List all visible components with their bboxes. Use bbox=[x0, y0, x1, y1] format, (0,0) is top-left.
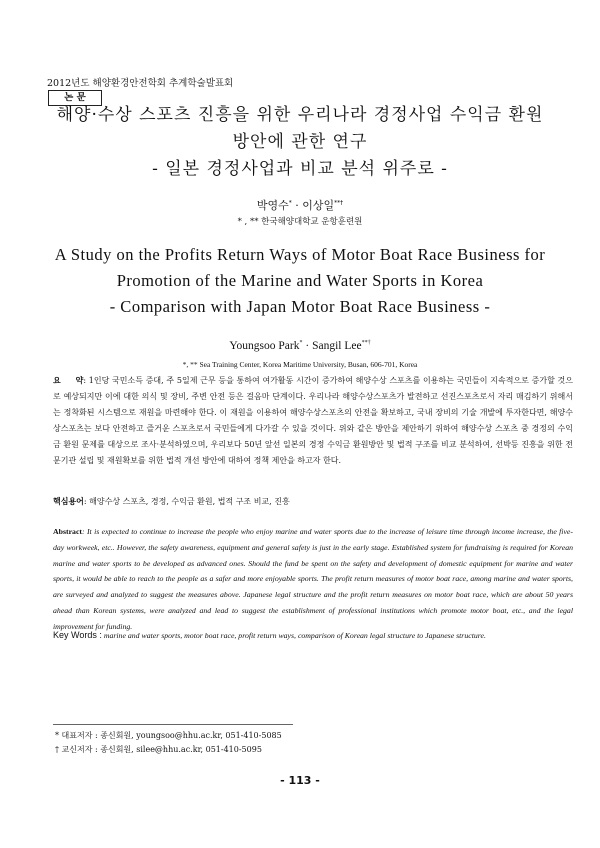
korean-keywords bbox=[53, 496, 573, 507]
english-keywords-label: Key Words : bbox=[53, 630, 102, 640]
author-2-mark-en: **† bbox=[361, 340, 371, 347]
korean-title-line-2: 방안에 관한 연구 bbox=[232, 132, 368, 152]
footnote-1-text: 대표저자 : 종신회원, youngsoo@hhu.ac.kr, 051-410-5085 bbox=[61, 731, 282, 740]
author-2-name-ko: 이상일 bbox=[302, 199, 335, 212]
conference-header: 2012년도 해양환경안전학회 추계학술발표회 bbox=[47, 78, 234, 89]
abstract-text: : It is expected to continue to increase the people who enjoy marine and water sports due to the increase of leisure time through income increase, the five-day workweek, etc.. However, the safety awareness, equipment and general safety is just in the early stage. Established system for fundraising is required for Korean marine and water sports to be developed as advanced ones. Should the fund be spent on the safety and development of domestic equipment for marine and water sports, it would be able to reach to the people as a safer and more enjoyable sports. The profit return measures of motor boat race, among marine and water sports, are surveyed and analyzed to suggest the measures above. Japanese legal structure and the profit return measures on motor boat race, which are about 50 years ahead than Korean systems, were analyzed and lead to suggest the establishment of professional institutions which promote motor boat, etc., and the legal improvement for funding. bbox=[53, 527, 573, 631]
footnote-1 bbox=[55, 730, 282, 741]
footnote-2 bbox=[55, 744, 262, 755]
page-number: - 113 - bbox=[280, 774, 320, 787]
korean-affiliation: * , ** 한국해양대학교 운항훈련원 bbox=[237, 217, 363, 227]
english-affiliation: *, ** Sea Training Center, Korea Maritime University, Busan, 606-701, Korea bbox=[182, 360, 418, 369]
footnote-2-mark: † bbox=[55, 745, 59, 754]
author-1-mark-ko: * bbox=[288, 199, 292, 207]
korean-title-line-3: - 일본 경정사업과 비교 분석 위주로 - bbox=[152, 159, 448, 179]
english-title-line-2: Promotion of the Marine and Water Sports in Korea bbox=[116, 271, 484, 290]
korean-keywords-label: 핵심용어 bbox=[53, 497, 84, 506]
author-separator-ko: · bbox=[291, 199, 303, 212]
korean-summary-label: 요 약 bbox=[53, 375, 84, 385]
paper-type-badge: 논 문 bbox=[48, 90, 102, 106]
footnote-divider bbox=[53, 724, 293, 725]
author-separator-en: · bbox=[302, 340, 313, 352]
author-2-mark-ko: **† bbox=[334, 199, 344, 207]
english-keywords bbox=[53, 630, 573, 640]
korean-summary-text: : 1인당 국민소득 증대, 주 5일제 근무 등을 통하여 여가활동 시간이 증가하여 해양수상 스포츠를 이용하는 국민들이 지속적으로 증가할 것으로 예상되지만 이에 대한 의식 및 장비, 주변 안전 등은 걸음마 단계이다. 우리나라 해양수상스포츠가 발전하고 선진스포츠로서 자리 매김하기 위해서는 정착화된 시스템으로 재원을 마련해야 한다. 이 재원을 이용하여 해양수상스포츠의 안전을 확보하고, 국내 장비의 기술 개발에 투자한다면, 해양수상스포츠는 보다 안전하고 즐거운 스포츠로서 국민들에게 다가갈 수 있을 것이다. 위와 같은 방안을 제안하기 위하여 해양수상 스포츠 중 경정의 수익금 환원 문제를 대상으로 조사·분석하였으며, 우리보다 50년 앞선 일본의 경정 수익금 환원방안 및 법적 구조를 비교 분석하여, 선박등 진흥을 위한 전문기관 설립 및 재원확보를 위한 법적 개선 방안에 대하여 정책 제안을 하고자 한다. bbox=[53, 376, 573, 465]
author-1-mark-en: * bbox=[299, 340, 303, 347]
author-1-name-en: Youngsoo Park bbox=[229, 340, 300, 352]
korean-authors bbox=[0, 197, 600, 213]
english-abstract bbox=[53, 524, 573, 635]
footnote-2-text: 교신저자 : 종신회원, silee@hhu.ac.kr, 051-410-5095 bbox=[61, 745, 262, 754]
english-title-line-1: A Study on the Profits Return Ways of Motor Boat Race Business for bbox=[54, 245, 546, 264]
english-authors bbox=[0, 340, 600, 352]
author-1-name-ko: 박영수 bbox=[256, 199, 289, 212]
korean-title-line-1: 해양·수상 스포츠 진흥을 위한 우리나라 경정사업 수익금 환원 bbox=[56, 105, 544, 125]
abstract-label: Abstract bbox=[53, 527, 83, 536]
english-keywords-text: marine and water sports, motor boat race, profit return ways, comparison of Korean legal structure to Japanese structure. bbox=[103, 631, 486, 640]
korean-summary bbox=[53, 372, 573, 469]
footnote-1-mark: * bbox=[55, 731, 59, 740]
author-2-name-en: Sangil Lee bbox=[312, 340, 362, 352]
korean-keywords-text: : 해양수상 스포츠, 경정, 수익금 환원, 법적 구조 비교, 진흥 bbox=[83, 497, 290, 506]
english-title-line-3: - Comparison with Japan Motor Boat Race Business - bbox=[109, 297, 491, 316]
